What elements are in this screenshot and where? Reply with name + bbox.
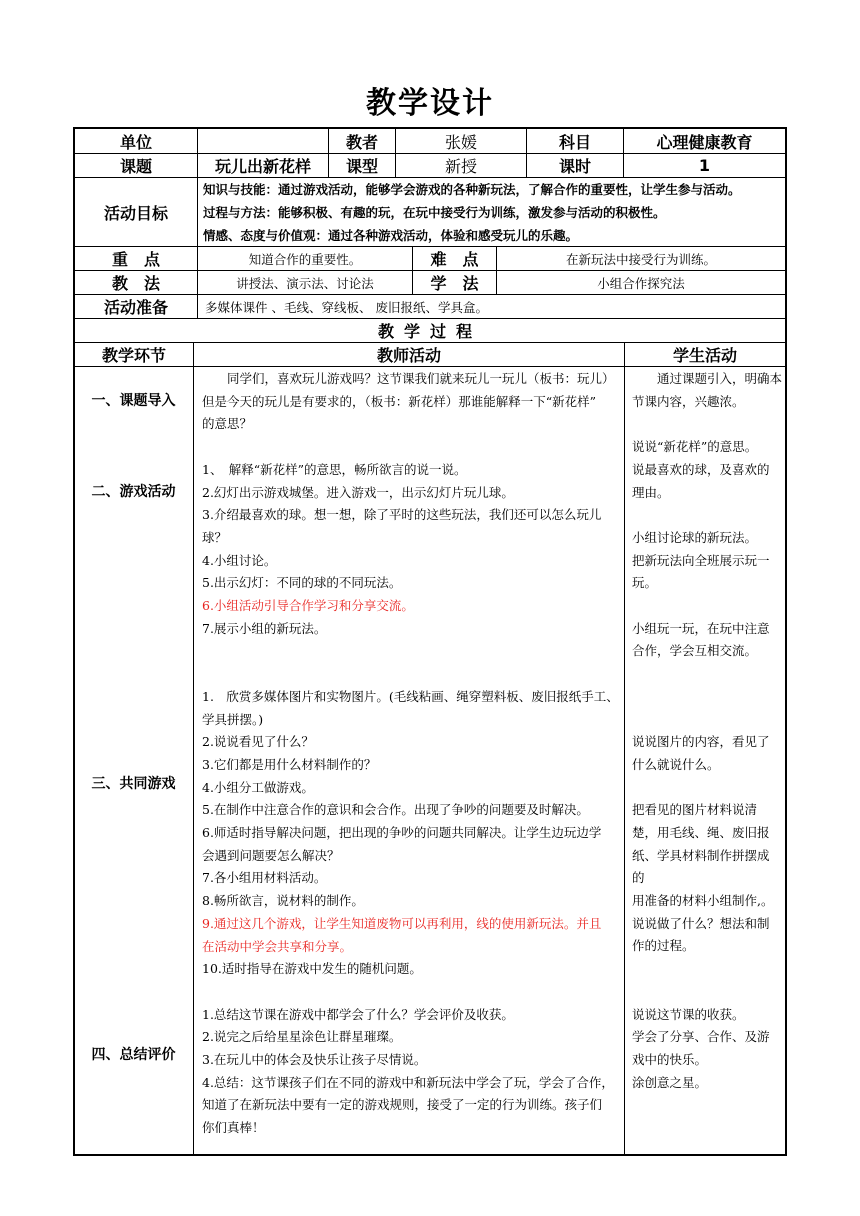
teacher-activity-line [202, 436, 620, 459]
goals-list [203, 178, 783, 247]
student-activity-line: 楚，用毛线、绳、废旧报 [632, 824, 770, 840]
student-activity-line: 说说“新花样”的意思。 [632, 439, 758, 455]
process-title: 教学过程 [377, 322, 482, 341]
topic-value: 玩儿出新花样 [214, 157, 311, 176]
teacher-activity-line: 2.幻灯出示游戏城堡。进入游戏一，出示幻灯片玩儿球。 [202, 484, 514, 500]
hours-value: 1 [698, 156, 711, 175]
teacher-activity-line: 球？ [202, 529, 228, 545]
teacher-activity-line: 7.展示小组的新玩法。 [202, 620, 327, 636]
teaching-method-value: 讲授法、演示法、讨论法 [236, 275, 374, 291]
student-activity-line: 把看见的图片材料说清 [632, 802, 758, 818]
stage-summary: 四、总结评价 [91, 1047, 176, 1063]
student-activity-line [632, 958, 782, 981]
student-activity-line: 的 [632, 870, 645, 886]
student-activity-line [632, 686, 782, 709]
teacher-activity-line: 5.在制作中注意合作的意识和会合作。出现了争吵的问题要及时解决。 [202, 802, 589, 818]
student-activity-line: 说说图片的内容，看见了 [632, 734, 770, 750]
col-divider [193, 342, 194, 1156]
student-activity-line [632, 413, 782, 436]
page-title: 教学设计 [366, 86, 494, 121]
student-activity-line: 玩。 [632, 575, 658, 591]
col-divider [624, 342, 625, 1156]
teacher-activity-line: 4.小组讨论。 [202, 552, 277, 568]
teacher-activity-line: 4.小组分工做游戏。 [202, 779, 314, 795]
teacher-activity-line: 3.在玩儿中的体会及快乐让孩子尽情说。 [202, 1052, 427, 1068]
key-point-label: 重 点 [111, 250, 160, 269]
type-value: 新授 [444, 157, 477, 176]
stage-group-game: 三、共同游戏 [91, 776, 176, 792]
student-activity-line: 节课内容，兴趣浓。 [632, 393, 745, 409]
subject-value: 心理健康教育 [656, 132, 753, 152]
student-activity-line [632, 777, 782, 800]
teacher-activity-line: 的意思？ [202, 416, 253, 432]
learning-method-value: 小组合作探究法 [597, 275, 685, 291]
student-activity-line [632, 708, 782, 731]
teacher-activity-line: 9.通过这几个游戏，让学生知道废物可以再利用，线的使用新玩法。并且 [202, 915, 602, 931]
type-label: 课型 [345, 157, 378, 176]
goal-attitude: 情感、态度与价值观：通过各种游戏活动，体验和感受玩儿的乐趣。 [203, 228, 579, 243]
teacher-activity-line: 7.各小组用材料活动。 [202, 870, 327, 886]
student-activity-line: 说最喜欢的球，及喜欢的 [632, 461, 770, 477]
topic-label: 课题 [119, 157, 152, 176]
teacher-activity-line: 同学们，喜欢玩儿游戏吗？这节课我们就来玩儿一玩儿（板书：玩儿） [227, 371, 615, 386]
goal-knowledge: 知识与技能：通过游戏活动，能够学会游戏的各种新玩法，了解合作的重要性，让学生参与活动。 [203, 182, 741, 197]
teacher-activity-line: 6.小组活动引导合作学习和分享交流。 [202, 598, 414, 614]
teacher-activity-line: 1、 解释“新花样”的意思，畅所欲言的说一说。 [202, 461, 467, 477]
teacher-activity-line: 1.总结这节课在游戏中都学会了什么？学会评价及收获。 [202, 1006, 514, 1022]
student-activity-line: 说说做了什么？想法和制 [632, 915, 770, 931]
teacher-activity-line: 会遇到问题要怎么解决？ [202, 847, 340, 863]
teacher-value: 张媛 [444, 132, 477, 152]
teacher-activity-line: 学具拼摆。) [202, 711, 264, 727]
row-divider [73, 366, 787, 367]
difficulty-value: 在新玩法中接受行为训练。 [565, 251, 716, 267]
prep-label: 活动准备 [103, 298, 168, 317]
teacher-activity-line: 但是今天的玩儿是有要求的，（板书：新花样）那谁能解释一下“新花样” [202, 393, 597, 409]
teacher-activity-list [202, 368, 620, 1140]
student-activity-list [632, 368, 782, 1094]
stage-game: 二、游戏活动 [91, 484, 176, 500]
student-activity-line: 什么就说什么。 [632, 756, 720, 772]
teacher-activity-line: 2.说完之后给星星涂色让群星璀璨。 [202, 1029, 402, 1045]
teacher-activity-line: 在活动中学会共享和分享。 [202, 938, 353, 954]
student-activity-line: 通过课题引入，明确本 [657, 371, 783, 386]
student-activity-line: 作的过程。 [632, 938, 695, 954]
teacher-activity-line: 4.总结：这节课孩子们在不同的游戏中和新玩法中学会了玩，学会了合作， [202, 1074, 614, 1090]
student-column-header: 学生活动 [672, 346, 737, 365]
teacher-activity-line: 10.适时指导在游戏中发生的随机问题。 [202, 961, 422, 977]
learning-method-label: 学 法 [430, 274, 479, 293]
student-activity-line: 合作，学会互相交流。 [632, 643, 758, 659]
stage-column-header: 教学环节 [101, 346, 166, 365]
teacher-activity-line: 3.它们都是用什么材料制作的？ [202, 756, 377, 772]
student-activity-line: 理由。 [632, 484, 670, 500]
teacher-activity-line [202, 640, 620, 663]
teacher-activity-line [202, 663, 620, 686]
student-activity-line: 把新玩法向全班展示玩一 [632, 552, 770, 568]
teacher-activity-line: 知道了在新玩法中要有一定的游戏规则，接受了一定的行为训练。孩子们 [202, 1097, 603, 1113]
student-activity-line: 小组玩一玩，在玩中注意 [632, 620, 770, 636]
teacher-activity-line: 6.师适时指导解决问题，把出现的争吵的问题共同解决。让学生边玩边学 [202, 825, 602, 841]
student-activity-line [632, 981, 782, 1004]
key-point-value: 知道合作的重要性。 [248, 251, 362, 267]
goal-process: 过程与方法：能够积极、有趣的玩，在玩中接受行为训练，激发参与活动的积极性。 [203, 205, 666, 220]
teacher-column-header: 教师活动 [376, 346, 441, 365]
teacher-activity-line: 5.出示幻灯：不同的球的不同玩法。 [202, 575, 402, 591]
teacher-label: 教者 [345, 132, 378, 152]
student-activity-line: 涂创意之星。 [632, 1074, 708, 1090]
stage-intro: 一、课题导入 [91, 393, 176, 409]
student-activity-line: 说说这节课的收获。 [632, 1006, 745, 1022]
goals-label: 活动目标 [103, 203, 168, 223]
unit-label: 单位 [119, 132, 152, 152]
teacher-activity-line: 8.畅所欲言，说材料的制作。 [202, 893, 364, 909]
student-activity-line [632, 663, 782, 686]
teacher-activity-line: 2.说说看见了什么？ [202, 734, 314, 750]
teaching-method-label: 教 法 [111, 274, 160, 293]
teacher-activity-line: 1. 欣赏多媒体图片和实物图片。(毛线粘画、绳穿塑料板、废旧报纸手工、 [202, 688, 619, 704]
student-activity-line [632, 504, 782, 527]
student-activity-line: 学会了分享、合作、及游 [632, 1029, 770, 1045]
teacher-activity-line: 3.介绍最喜欢的球。想一想，除了平时的这些玩法，我们还可以怎么玩儿 [202, 507, 602, 523]
unit-value [198, 129, 328, 153]
student-activity-line: 小组讨论球的新玩法。 [632, 529, 758, 545]
student-activity-line [632, 595, 782, 618]
student-activity-line: 戏中的快乐。 [632, 1051, 708, 1067]
teacher-activity-line: 你们真棒！ [202, 1120, 265, 1136]
difficulty-label: 难 点 [430, 250, 479, 269]
prep-value: 多媒体课件 、毛线、穿线板、 废旧报纸、学具盒。 [205, 299, 488, 315]
hours-label: 课时 [558, 157, 591, 176]
subject-label: 科目 [558, 132, 591, 152]
teacher-activity-line [202, 981, 620, 1004]
student-activity-line: 用准备的材料小组制作,。 [632, 893, 774, 909]
student-activity-line: 纸、学具材料制作拼摆成 [632, 847, 770, 863]
